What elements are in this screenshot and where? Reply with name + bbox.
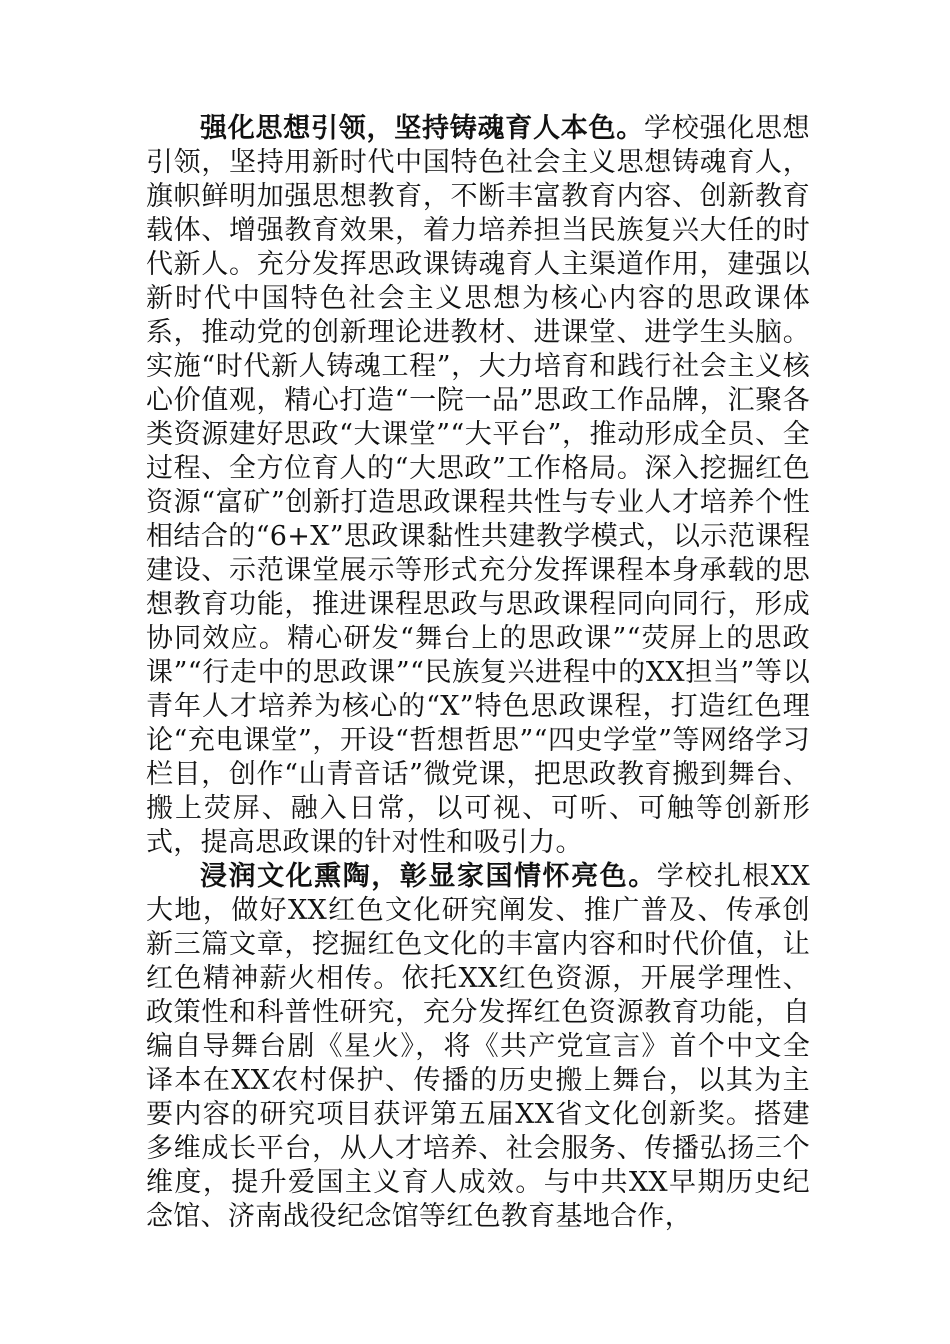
paragraph-body: 学校扎根XX大地，做好XX红色文化研究阐发、推广普及、传承创新三篇文章，挖掘红色文化的丰富内容和时代价值，让红色精神薪火相传。依托XX红色资源，开展学理性、政策性和科普性研究，充分发挥红色资源教育功能，自编自导舞台剧《星火》，将《共产党宣言》首个中文全译本在XX农村保护、传播的历史搬上舞台，以其为主要内容的研究项目获评第五届XX省文化创新奖。搭建多维成长平台，从人才培养、社会服务、传播弘扬三个维度，提升爱国主义育人成效。与中共XX早期历史纪念馆、济南战役纪念馆等红色教育基地合作， (146, 861, 810, 1232)
paragraph-heading: 浸润文化熏陶，彰显家国情怀亮色。 (200, 861, 657, 892)
paragraph-heading: 强化思想引领，坚持铸魂育人本色。 (200, 113, 644, 144)
paragraph-cultural-influence (146, 860, 810, 1234)
paragraph-thought-guidance (146, 112, 810, 860)
paragraph-body: 学校强化思想引领，坚持用新时代中国特色社会主义思想铸魂育人，旗帜鲜明加强思想教育，不断丰富教育内容、创新教育载体、增强教育效果，着力培养担当民族复兴大任的时代新人。充分发挥思政课铸魂育人主渠道作用，建强以新时代中国特色社会主义思想为核心内容的思政课体系，推动党的创新理论进教材、进课堂、进学生头脑。实施“时代新人铸魂工程”，大力培育和践行社会主义核心价值观，精心打造“一院一品”思政工作品牌，汇聚各类资源建好思政“大课堂”“大平台”，推动形成全员、全过程、全方位育人的“大思政”工作格局。深入挖掘红色资源“富矿”创新打造思政课程共性与专业人才培养个性相结合的“6+X”思政课黏性共建教学模式，以示范课程建设、示范课堂展示等形式充分发挥课程本身承载的思想教育功能，推进课程思政与思政课程同向同行，形成协同效应。精心研发“舞台上的思政课”“荧屏上的思政课”“行走中的思政课”“民族复兴进程中的XX担当”等以青年人才培养为核心的“X”特色思政课程，打造红色理论“充电课堂”，开设“哲想哲思”“四史学堂”等网络学习栏目，创作“山青音话”微党课，把思政教育搬到舞台、搬上荧屏、融入日常，以可视、可听、可触等创新形式，提高思政课的针对性和吸引力。 (146, 113, 810, 858)
document-page (146, 112, 810, 1234)
